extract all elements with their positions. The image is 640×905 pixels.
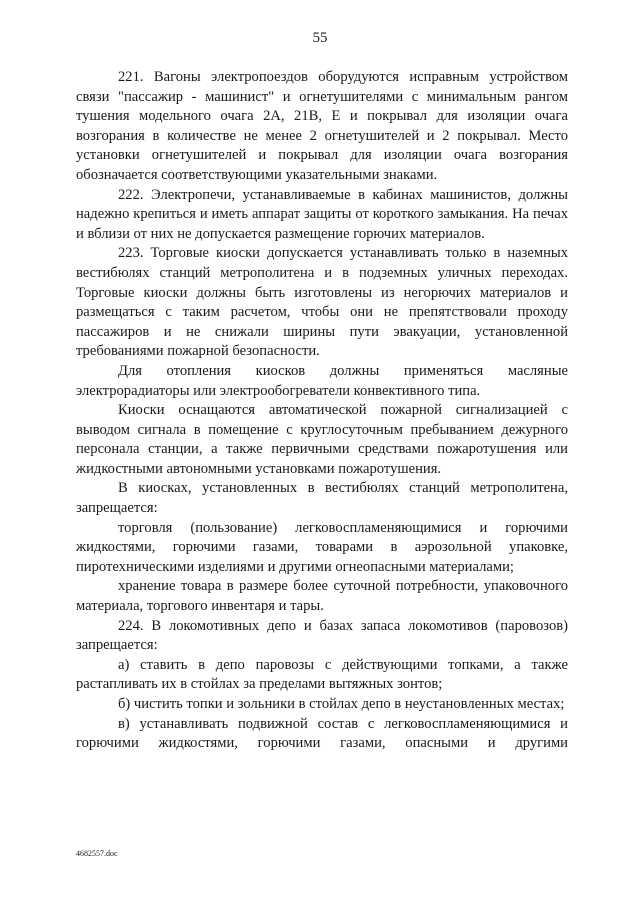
paragraph-222: 222. Электропечи, устанавливаемые в кабинах машинистов, должны надежно крепиться и иметь аппарат защиты от короткого замыкания. На печах и вблизи от них не допускается размещение горючих материалов. bbox=[76, 186, 568, 242]
list-item-a: а) ставить в депо паровозы с действующими топками, а также растапливать их в стойлах за пределами вытяжных зонтов; bbox=[76, 656, 568, 693]
paragraph-223: 223. Торговые киоски допускается устанавливать только в наземных вестибюлях станций метрополитена и в подземных уличных переходах. Торговые киоски должны быть изготовлены из негорючих материалов и размещаться с таким расчетом, чтобы они не препятствовали проходу пассажиров и не снижали ширины пути эвакуации, установленной требованиями пожарной безопасности. bbox=[76, 245, 568, 360]
paragraph-kiosk-heating: Для отопления киосков должны применяться масляные электрорадиаторы или электрообогреватели конвективного типа. bbox=[76, 362, 568, 399]
list-item-storage: хранение товара в размере более суточной потребности, упаковочного материала, торгового инвентаря и тары. bbox=[76, 578, 568, 615]
list-item-b: б) чистить топки и зольники в стойлах депо в неустановленных местах; bbox=[118, 696, 565, 712]
page-number: 55 bbox=[312, 30, 328, 46]
list-item-trade: торговля (пользование) легковоспламеняющимися и горючими жидкостями, горючими газами, товарами в аэрозольной упаковке, пиротехническими изделиями и другими огнеопасными материалами; bbox=[76, 519, 568, 575]
paragraph-221: 221. Вагоны электропоездов оборудуются исправным устройством связи "пассажир - машинист" и огнетушителями с минимальным рангом тушения модельного очага 2А, 21В, Е и покрывал для изоляции очага возгорания в количестве не менее 2 огнетушителей и 2 покрывал. Место установки огнетушителей и покрывал для изоляции очага возгорания обозначается соответствующими указательными знаками. bbox=[76, 69, 568, 183]
footer-filename: 4682557.doc bbox=[76, 849, 118, 858]
document-body bbox=[76, 68, 568, 754]
paragraph-kiosk-alarm: Киоски оснащаются автоматической пожарной сигнализацией с выводом сигнала в помещение с круглосуточным пребыванием дежурного персонала станции, а также первичными средствами пожаротушения или жидкостными автономными установками пожаротушения. bbox=[76, 402, 568, 477]
paragraph-kiosk-prohibited: В киосках, установленных в вестибюлях станций метрополитена, запрещается: bbox=[76, 480, 568, 517]
paragraph-224: 224. В локомотивных депо и базах запаса локомотивов (паровозов) запрещается: bbox=[76, 617, 568, 654]
list-item-c: в) устанавливать подвижной состав с легковоспламеняющимися и горючими жидкостями, горючими газами, опасными и другими bbox=[76, 715, 568, 752]
